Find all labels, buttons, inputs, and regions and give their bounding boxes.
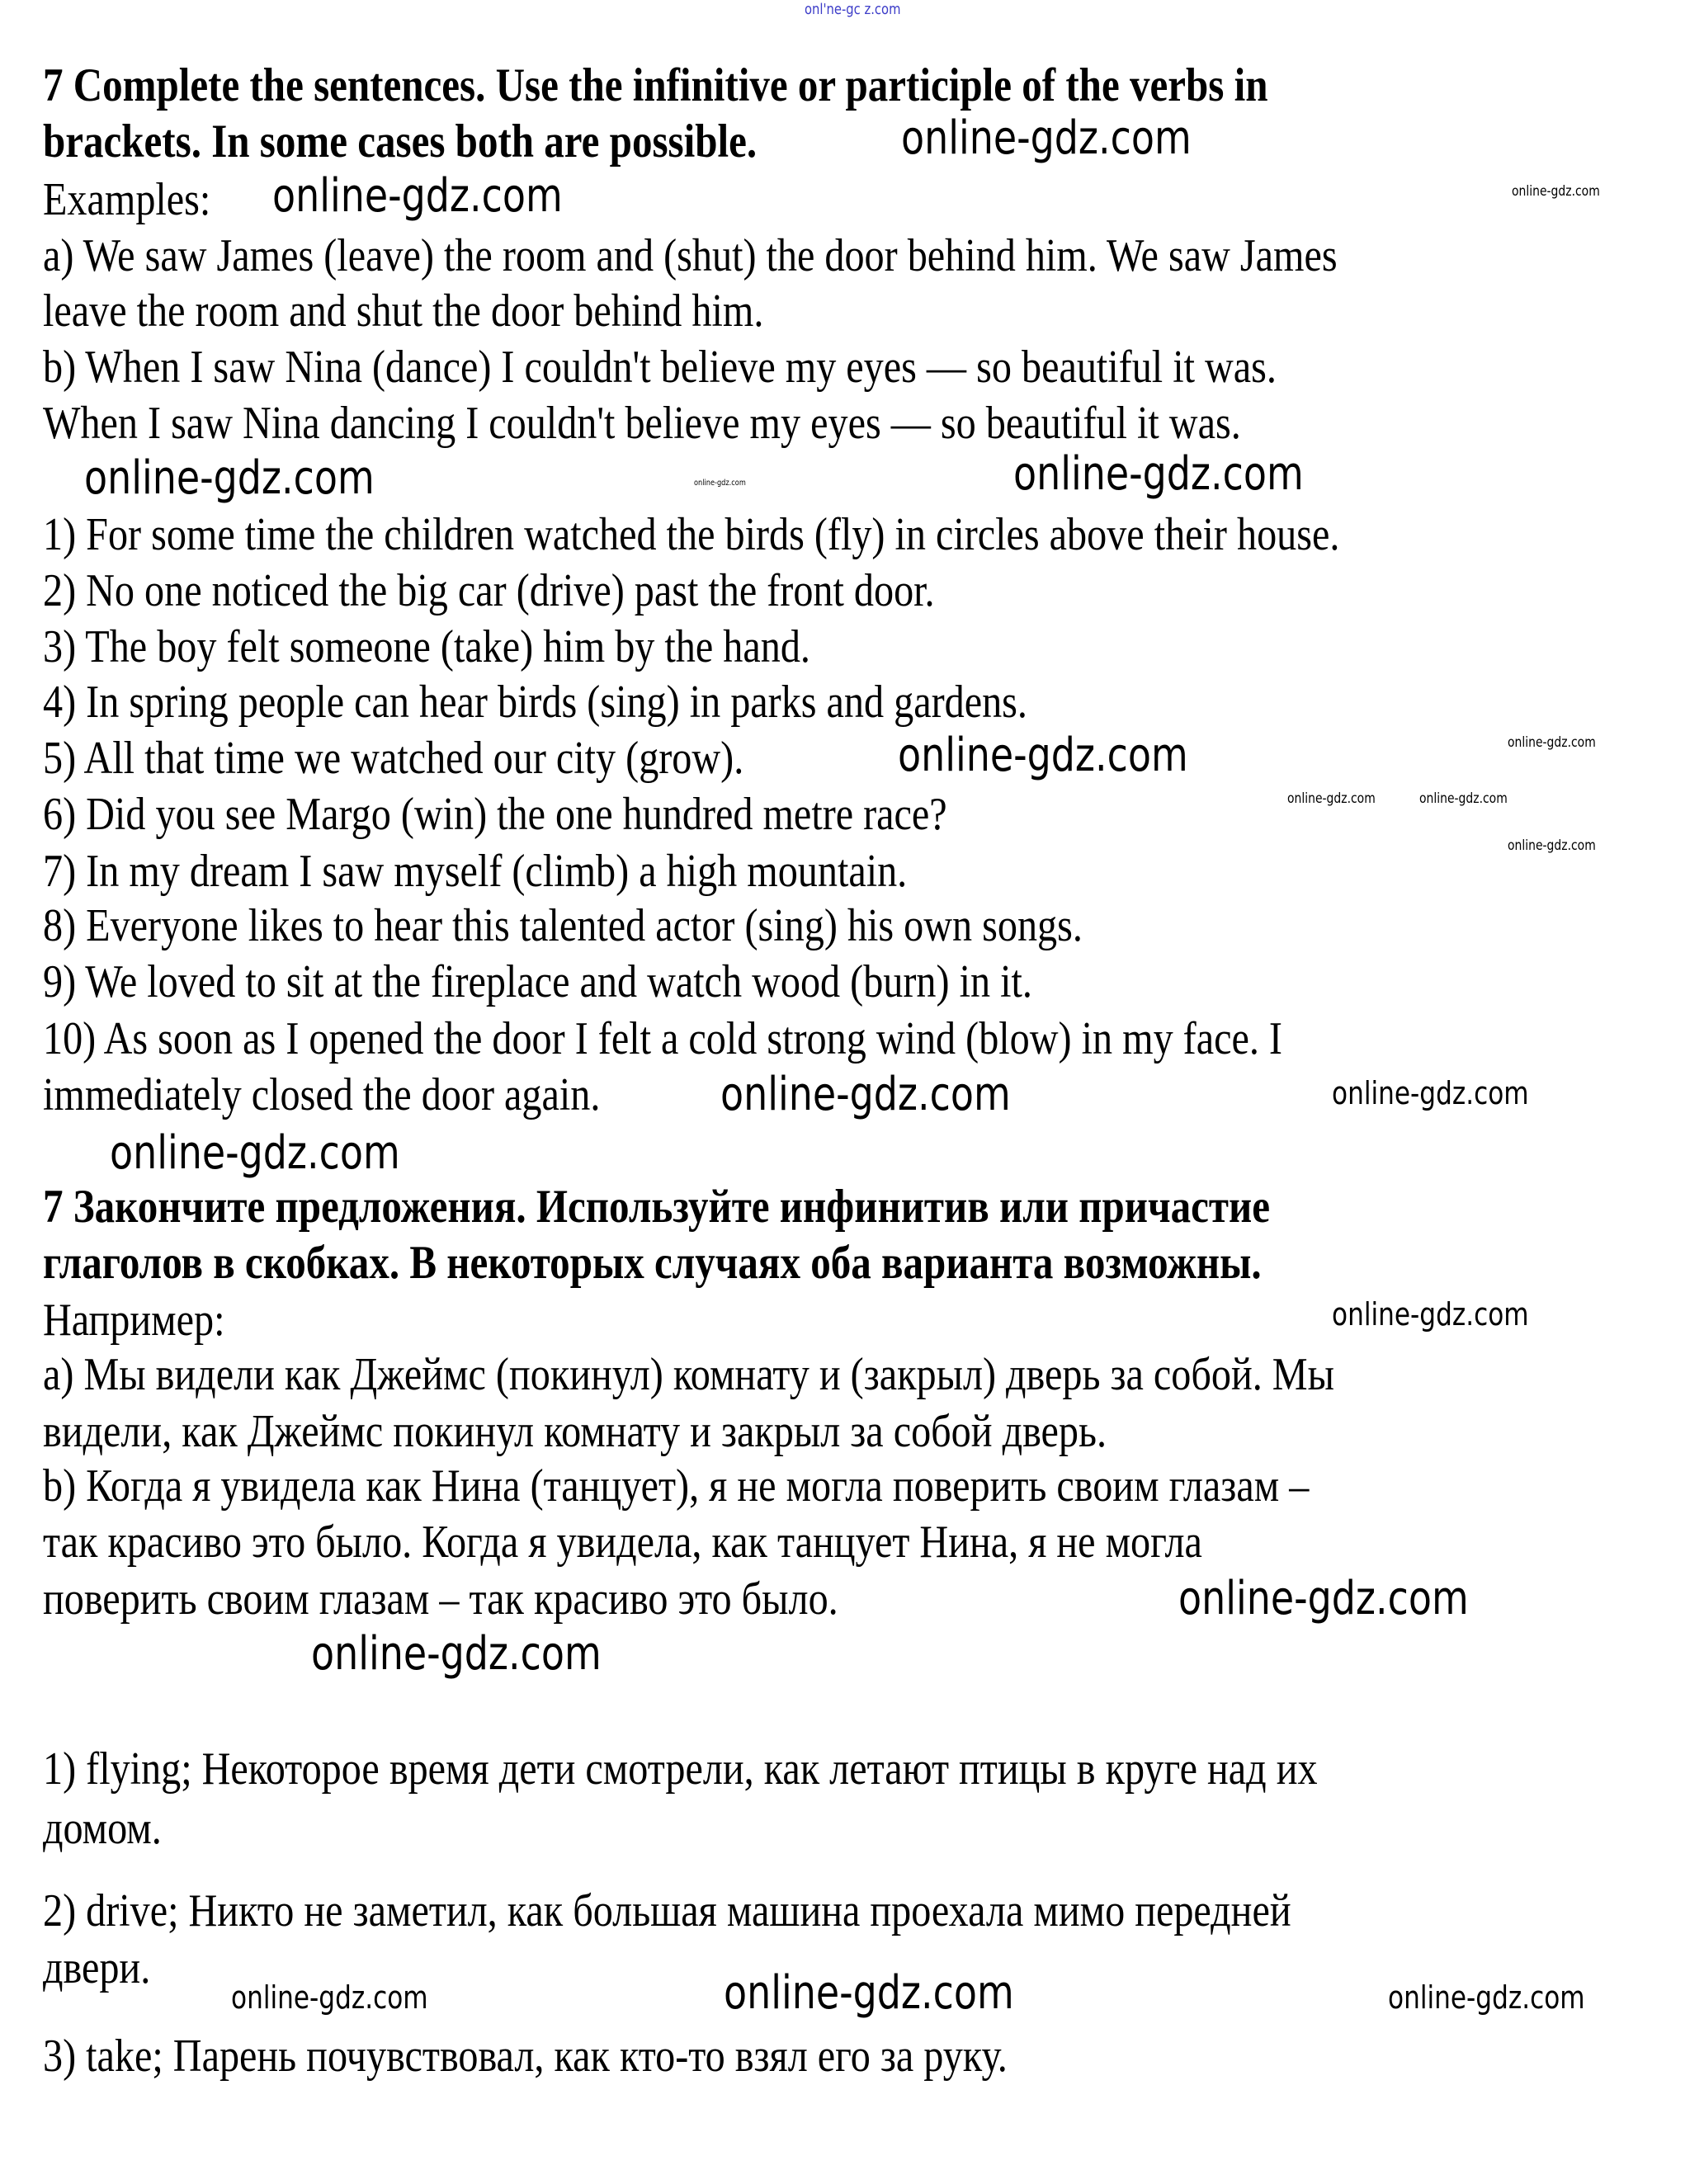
exercise-item: 1) For some time the children watched the birds (fly) in circles above their house. <box>43 509 1340 560</box>
example-line-ru: так красиво это было. Когда я увидела, как танцует Нина, я не могла <box>43 1517 1202 1568</box>
example-line-ru: а) Мы видели как Джеймс (покинул) комнату и (закрыл) дверь за собой. Мы <box>43 1349 1334 1400</box>
watermark: online-gdz.com <box>1013 447 1304 501</box>
exercise-item: 3) The boy felt someone (take) him by the hand. <box>43 621 810 672</box>
exercise-title-line-ru: глаголов в скобках. В некоторых случаях оба варианта возможны. <box>43 1237 1262 1289</box>
examples-label-ru: Например: <box>43 1295 225 1346</box>
examples-label: Examples: <box>43 174 211 225</box>
watermark: online-gdz.com <box>898 729 1188 782</box>
watermark: online-gdz.com <box>1419 790 1508 807</box>
example-line: b) When I saw Nina (dance) I couldn't believe my eyes — so beautiful it was. <box>43 342 1277 393</box>
example-line: leave the room and shut the door behind him. <box>43 285 764 337</box>
watermark: online-gdz.com <box>1388 1979 1585 2016</box>
watermark: online-gdz.com <box>694 479 746 488</box>
exercise-item-continued: immediately closed the door again. <box>43 1069 601 1120</box>
answer-line: 1) flying; Некоторое время дети смотрели, как летают птицы в круге над их <box>43 1743 1318 1795</box>
watermark: online-gdz.com <box>1512 183 1600 200</box>
exercise-item: 7) In my dream I saw myself (climb) a high mountain. <box>43 846 908 897</box>
watermark: online-gdz.com <box>1287 790 1376 807</box>
example-line: a) We saw James (leave) the room and (shut) the door behind him. We saw James <box>43 230 1338 281</box>
watermark: online-gdz.com <box>901 111 1192 165</box>
example-line-ru: видели, как Джеймс покинул комнату и закрыл за собой дверь. <box>43 1406 1107 1457</box>
watermark: online-gdz.com <box>272 169 563 223</box>
exercise-item: 2) No one noticed the big car (drive) past the front door. <box>43 565 935 616</box>
exercise-item: 10) As soon as I opened the door I felt a cold strong wind (blow) in my face. I <box>43 1013 1282 1064</box>
watermark: online-gdz.com <box>1332 1296 1529 1333</box>
watermark: online-gdz.com <box>84 451 375 505</box>
example-line-ru: b) Когда я увидела как Нина (танцует), я не могла поверить своим глазам – <box>43 1460 1310 1512</box>
watermark-top: onl'ne-gc z.com <box>805 1 901 18</box>
exercise-item: 8) Everyone likes to hear this talented actor (sing) his own songs. <box>43 900 1083 951</box>
watermark: online-gdz.com <box>311 1627 602 1681</box>
answer-line: 3) take; Парень почувствовал, как кто-то взял его за руку. <box>43 2031 1008 2082</box>
exercise-title-line-ru: 7 Закончите предложения. Используйте инфинитив или причастие <box>43 1181 1270 1233</box>
example-line-ru: поверить своим глазам – так красиво это было. <box>43 1573 838 1625</box>
answer-line: домом. <box>43 1803 162 1854</box>
watermark: online-gdz.com <box>231 1979 428 2016</box>
example-line: When I saw Nina dancing I couldn't believe my eyes — so beautiful it was. <box>43 398 1241 449</box>
answer-line: 2) drive; Никто не заметил, как большая машина проехала мимо передней <box>43 1885 1291 1936</box>
exercise-title-line: 7 Complete the sentences. Use the infinitive or participle of the verbs in <box>43 59 1268 111</box>
exercise-item: 6) Did you see Margo (win) the one hundred metre race? <box>43 789 947 840</box>
exercise-item: 9) We loved to sit at the fireplace and watch wood (burn) in it. <box>43 956 1032 1007</box>
exercise-item: 4) In spring people can hear birds (sing) in parks and gardens. <box>43 677 1027 728</box>
exercise-item: 5) All that time we watched our city (grow). <box>43 733 744 784</box>
watermark: online-gdz.com <box>1508 734 1596 751</box>
watermark: online-gdz.com <box>110 1126 400 1180</box>
watermark: online-gdz.com <box>1178 1572 1469 1625</box>
watermark: online-gdz.com <box>724 1966 1014 2020</box>
watermark: online-gdz.com <box>1332 1075 1529 1111</box>
exercise-title-line: brackets. In some cases both are possible. <box>43 116 758 167</box>
watermark: online-gdz.com <box>720 1068 1011 1121</box>
answer-line: двери. <box>43 1942 151 1993</box>
watermark: online-gdz.com <box>1508 837 1596 854</box>
